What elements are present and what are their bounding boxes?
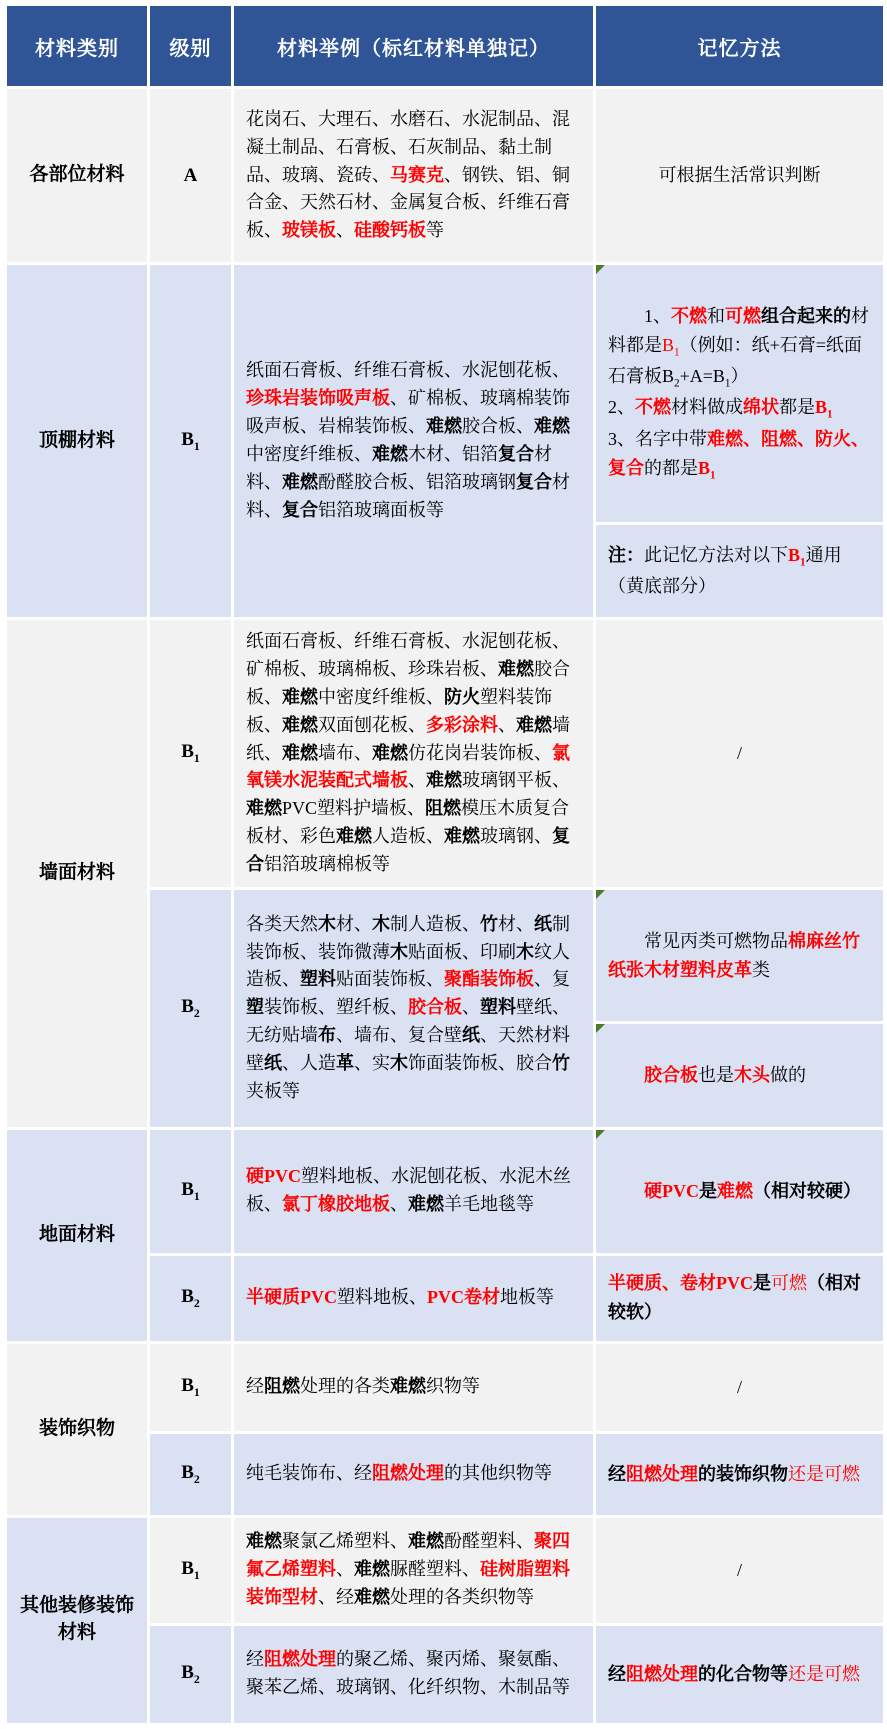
row-ceiling-b1 [6,264,885,524]
text-segment: 经 [246,1376,264,1397]
text-segment: 经 [608,1663,626,1684]
level-cell-ceiling-b1 [149,264,233,619]
text-segment: 1 [193,1189,200,1203]
text-segment: 可燃 [771,1273,807,1294]
text-segment: 难燃 [246,798,282,819]
text-segment: 酚醛胶合板、铝箔玻璃钢 [318,471,516,492]
text-segment: 氯丁橡胶地板 [282,1194,390,1215]
text-segment: 处理的各类织物等 [390,1586,534,1607]
text-segment: 难燃 [282,714,318,735]
text-segment: 的聚乙烯、聚丙烯、聚氨酯、聚苯乙烯、玻璃钢、化纤织物、木制品等 [246,1649,570,1698]
text-segment: 1 [724,377,731,390]
level-cell-all-parts-a [149,88,233,264]
text-segment: 脲醛塑料、 [390,1559,480,1580]
text-segment: 织物等 [426,1376,480,1397]
text-segment: B [181,1661,194,1683]
memory-floor-b1-text [644,1181,861,1201]
text-segment: 塑料地板、水泥刨花板、水泥木丝板、 [246,1166,571,1215]
category-cell-all-parts [6,88,149,264]
text-segment: 1 [193,751,200,765]
text-segment: B [181,741,194,763]
text-segment: 中密度纤维板、 [246,443,372,464]
text-segment: B [788,544,801,565]
examples-cell-wall-b2 [233,888,595,1128]
text-segment: 、经 [318,1586,354,1607]
text-segment: B [181,428,194,450]
text-segment: 、 [336,1559,354,1580]
text-segment: 纸面石膏板、纤维石膏板、水泥刨花板、矿棉板、玻璃棉板、珍珠岩板、 [246,630,570,679]
text-segment: 聚四氟乙烯塑料 [246,1531,570,1580]
text-segment: 、墙布、复合壁 [336,1025,462,1046]
text-segment: 其他装修装饰材料 [19,1595,134,1644]
note-triangle-icon [596,1024,605,1033]
text-segment: 双面刨花板、 [318,714,426,735]
text-segment: 纹人造板、 [246,941,570,990]
text-segment: 、天然材料壁 [246,1025,570,1074]
text-segment: 做的 [770,1064,806,1085]
text-segment: 竹 [552,1053,570,1074]
text-segment: 贴面装饰板、 [336,969,444,990]
text-segment: B [181,1374,194,1396]
text-segment: 阻燃处理 [626,1663,698,1684]
text-segment: 各部位材料 [29,164,125,186]
text-segment: 胶合板 [408,997,462,1018]
text-segment: 材料做成 [671,397,743,418]
examples-cell-other-b1 [233,1516,595,1624]
text-segment: 制人造板、 [390,913,480,934]
text-segment: 难燃 [717,1180,753,1201]
text-segment: 聚酯装饰板 [444,969,534,990]
text-segment: 的装饰织物 [698,1463,788,1484]
text-segment: 花岗石、大理石、水磨石、水泥制品、混凝土制品、石膏板、石灰制品、黏土制品、玻璃、瓷砖、 [246,108,570,185]
category-cell-floor [6,1128,149,1342]
text-segment: 装饰板、塑纤板、 [264,997,408,1018]
text-segment: 多彩涂料 [426,714,498,735]
text-segment: 难燃 [282,471,318,492]
text-segment: 不燃 [671,305,707,326]
text-segment: 胶合板、 [462,416,534,437]
text-segment: 饰面装饰板、胶合 [408,1053,552,1074]
text-segment: 珍珠岩装饰吸声板 [246,388,390,409]
text-segment: 难燃 [282,742,318,763]
text-segment: 酚醛塑料、 [444,1531,534,1552]
text-segment: 地板等 [500,1287,554,1308]
level-cell-other-b1 [149,1516,233,1624]
text-segment: 羊毛地毯等 [444,1194,534,1215]
text-segment: 2 [193,1472,200,1486]
text-segment: +A=B [679,366,725,387]
text-segment: 木头 [734,1064,770,1085]
text-segment: 难燃 [354,1559,390,1580]
text-segment: 聚氯乙烯塑料、 [282,1531,408,1552]
examples-cell-ceiling-b1 [233,264,595,619]
text-segment: 、 [462,997,480,1018]
text-segment: 纸面石膏板、纤维石膏板、水泥刨花板、 [246,360,570,381]
text-segment: 木 [390,941,408,962]
text-segment: 、 [498,714,516,735]
text-segment: 布 [318,1025,336,1046]
text-segment: 难燃 [336,826,372,847]
header-level: 级别 [149,5,233,88]
text-segment: 可根据生活常识判断 [658,165,821,186]
text-segment: 、 [390,1194,408,1215]
text-segment: 1 [674,346,680,359]
text-segment: 塑料 [300,969,336,990]
text-segment: 难燃 [372,443,408,464]
text-segment: 1 [710,469,716,482]
text-segment: B [181,1461,194,1483]
header-examples: 材料举例（标红材料单独记） [233,5,595,88]
text-segment: 组合起来的 [761,305,851,326]
text-segment: 、矿棉板、玻璃棉装饰吸声板、岩棉装饰板、 [246,388,570,437]
text-segment: B [181,995,194,1017]
examples-cell-floor-b1 [233,1128,595,1254]
text-segment: 夹板等 [246,1080,300,1101]
text-segment: 和 [707,305,725,326]
text-segment: 阻燃处理 [626,1463,698,1484]
text-segment: 铝箔玻璃面板等 [318,499,444,520]
examples-cell-fabric-b2 [233,1432,595,1516]
text-segment: 都是 [779,397,815,418]
note-triangle-icon [596,1130,605,1139]
text-segment: 2 [193,1296,200,1310]
text-segment: 难燃 [498,658,534,679]
text-segment: 硬PVC [246,1166,301,1187]
memory-common-text [608,931,860,980]
text-segment: PVC卷材 [427,1287,500,1308]
level-cell-wall-b2 [149,888,233,1128]
text-segment: 木 [318,913,336,934]
note-triangle-icon [596,265,605,274]
text-segment: B [815,397,828,418]
text-segment: 仿花岗岩装饰板、 [408,742,552,763]
text-segment: 半硬质、卷材PVC [608,1273,753,1294]
text-segment: 、人造 [282,1053,336,1074]
text-segment: 1 [800,556,806,569]
text-segment: 玻镁板 [282,220,336,241]
text-segment: 还是可燃 [788,1463,860,1484]
category-cell-wall [6,618,149,1128]
text-segment: 玻璃钢、 [480,826,552,847]
memory-cell-floor-b2 [595,1254,885,1342]
table-header-row [6,5,885,88]
text-segment: 是 [753,1273,771,1294]
text-segment: 中密度纤维板、 [318,686,444,707]
text-segment: 1 [193,1568,200,1582]
memory-cell-wall-b1 [595,618,885,888]
text-segment: 塑料 [480,997,516,1018]
text-segment: 处理的各类 [300,1376,390,1397]
examples-cell-other-b2 [233,1624,595,1724]
level-cell-floor-b1 [149,1128,233,1254]
text-segment: 墙纸、 [246,714,570,763]
text-segment: 复合 [282,499,318,520]
text-segment: 2 [193,1672,200,1686]
text-segment: 2 [193,1006,200,1020]
text-segment: 难燃 [372,742,408,763]
text-segment: 马赛克 [390,164,444,185]
memory-plywood-text [644,1065,806,1085]
category-cell-ceiling [6,264,149,619]
memory-cell-ceiling-note [595,523,885,618]
text-segment: 的化合物等 [698,1663,788,1684]
level-cell-wall-b1 [149,618,233,888]
text-segment: 阻燃 [425,798,462,819]
memory-cell-wall-b2-common [595,888,885,1022]
text-segment: 、实 [354,1053,390,1074]
examples-cell-fabric-b1 [233,1342,595,1432]
header-material-category: 材料类别 [6,5,149,88]
text-segment: 人造板、 [372,826,444,847]
level-cell-other-b2 [149,1624,233,1724]
text-segment: 、 [408,770,426,791]
text-segment: 难燃 [516,714,552,735]
text-segment: 难燃 [534,416,570,437]
text-segment: （相对较软） [608,1273,861,1323]
text-segment: 难燃 [408,1194,444,1215]
text-segment: 塑料装饰板、 [246,686,552,735]
text-segment: 不燃 [635,397,671,418]
text-segment: 纸 [462,1025,480,1046]
text-segment: 绵状 [743,397,779,418]
text-segment: 可燃 [725,305,761,326]
text-segment: PVC塑料护墙板、 [282,798,426,819]
level-cell-floor-b2 [149,1254,233,1342]
text-segment: 还是可燃 [788,1663,860,1684]
text-segment: B [662,366,675,387]
category-cell-fabric [6,1342,149,1516]
text-segment: 复合 [516,471,552,492]
text-segment: 木 [516,941,534,962]
text-segment: 难燃 [282,686,318,707]
text-segment: 类 [752,959,770,980]
text-segment: 是 [699,1180,717,1201]
text-segment: 革 [336,1053,354,1074]
memory-cell-other-b1 [595,1516,885,1624]
memory-cell-fabric-b1 [595,1342,885,1432]
text-segment: 塑料地板、 [337,1287,427,1308]
note-triangle-icon [596,890,605,899]
text-segment: 材料都是 [608,305,869,355]
text-segment: 难燃 [246,1531,282,1552]
text-segment: ） [730,366,749,387]
text-segment: 复合 [498,443,534,464]
text-segment: 难燃 [390,1376,426,1397]
text-segment: 制装饰板、装饰微薄 [246,913,570,962]
text-segment: 复合 [246,826,570,875]
text-segment: 木 [372,913,390,934]
text-segment: 竹 [480,913,498,934]
examples-cell-all-parts [233,88,595,264]
text-segment: 材料、 [246,471,570,520]
text-segment: 顶棚材料 [38,429,115,451]
text-segment: 也是 [698,1064,734,1085]
header-memory-method: 记忆方法 [595,5,885,88]
text-segment: 1 [193,439,200,453]
text-segment: 、 [336,220,354,241]
memory-cell-floor-b1 [595,1128,885,1254]
text-segment: 硬PVC [644,1180,699,1201]
text-segment: 纯毛装饰布、经 [246,1463,372,1484]
text-segment: 木 [390,1053,408,1074]
text-segment: B [181,1557,194,1579]
memory-cell-wall-b2-plywood [595,1023,885,1128]
text-segment: 注： [608,544,644,565]
text-segment: 壁纸、无纺贴墙 [246,997,570,1046]
text-segment: 铝箔玻璃棉板等 [264,854,390,875]
materials-table [4,3,886,1726]
row-wall-b1 [6,618,885,888]
text-segment: 难燃 [444,826,480,847]
text-segment: 材、 [498,913,534,934]
level-cell-fabric-b1 [149,1342,233,1432]
examples-cell-wall-b1 [233,618,595,888]
text-segment: 纸 [534,913,552,934]
text-segment: 等 [426,220,444,241]
text-segment: 防火 [444,686,480,707]
text-segment: B [181,1285,194,1307]
text-segment: 常见丙类可燃物品 [644,930,788,951]
text-segment: 装饰织物 [38,1417,115,1439]
text-segment: 此记忆方法对以下 [644,544,788,565]
text-segment: B [181,1178,194,1200]
row-other-b1 [6,1516,885,1624]
text-segment: A [183,164,198,186]
text-segment: 2 [674,377,680,390]
row-floor-b1 [6,1128,885,1254]
text-segment: / [736,743,742,764]
text-segment: 墙面材料 [38,861,115,883]
text-segment: 模压木质复合板材、彩色 [246,798,570,847]
memory-cell-other-b2 [595,1624,885,1724]
text-segment: 材料、 [246,443,552,492]
text-segment: （例如：纸+石膏=纸面石膏板 [608,334,862,387]
text-segment: 材、 [336,913,372,934]
text-segment: 难燃 [354,1586,390,1607]
text-segment: 经 [608,1463,626,1484]
text-segment: 经 [246,1649,264,1670]
text-segment: 纸 [264,1053,282,1074]
text-segment: 难燃 [426,416,462,437]
memory-cell-fabric-b2 [595,1432,885,1516]
memory-cell-ceiling-rules [595,264,885,524]
text-segment: 3、名字中带 [608,428,707,449]
text-segment: 墙布、 [318,742,372,763]
memory-cell-all-parts [595,88,885,264]
memory-rules-text [608,305,869,482]
text-segment: 、复 [534,969,570,990]
text-segment: 、钢铁、铝、铜合金、天然石材、金属复合板、纤维石膏板、 [246,164,570,241]
text-segment: 阻燃处理 [372,1463,444,1484]
text-segment: 难燃 [426,770,462,791]
text-segment: B [698,457,711,478]
row-all-parts [6,88,885,264]
text-segment: 1、 [644,305,671,326]
text-segment: 氯氧镁水泥装配式墙板 [246,742,570,791]
text-segment: 玻璃钢平板、 [462,770,570,791]
text-segment: 贴面板、印刷 [408,941,516,962]
text-segment: 各类天然 [246,913,318,934]
level-cell-fabric-b2 [149,1432,233,1516]
text-segment: 硅酸钙板 [354,220,426,241]
text-segment: 1 [193,1385,200,1399]
text-segment: 胶合板、 [246,658,570,707]
text-segment: / [736,1559,742,1580]
text-segment: 阻燃 [264,1376,300,1397]
text-segment: 木材、铝箔 [408,443,498,464]
text-segment: 的其他织物等 [444,1463,552,1484]
text-segment: 胶合板 [644,1064,698,1085]
text-segment: 1 [827,409,833,422]
examples-cell-floor-b2 [233,1254,595,1342]
text-segment: 地面材料 [38,1223,115,1245]
text-segment: 的都是 [644,457,698,478]
text-segment: 棉麻丝竹纸张木材塑料皮革 [608,930,860,980]
text-segment: B [662,334,675,355]
text-segment: 硅树脂塑料装饰型材 [246,1559,570,1607]
row-fabric-b1 [6,1342,885,1432]
text-segment: 通用（黄底部分） [608,544,842,597]
text-segment: 难燃 [408,1531,444,1552]
text-segment: 塑 [246,997,264,1018]
category-cell-other [6,1516,149,1724]
text-segment: 阻燃处理 [264,1649,336,1670]
text-segment: 难燃、阻燃、防火、复合 [608,428,869,478]
text-segment: 2、 [608,397,635,418]
text-segment: 半硬质PVC [246,1287,337,1308]
text-segment: （相对较硬） [753,1180,861,1201]
text-segment: / [736,1376,742,1397]
